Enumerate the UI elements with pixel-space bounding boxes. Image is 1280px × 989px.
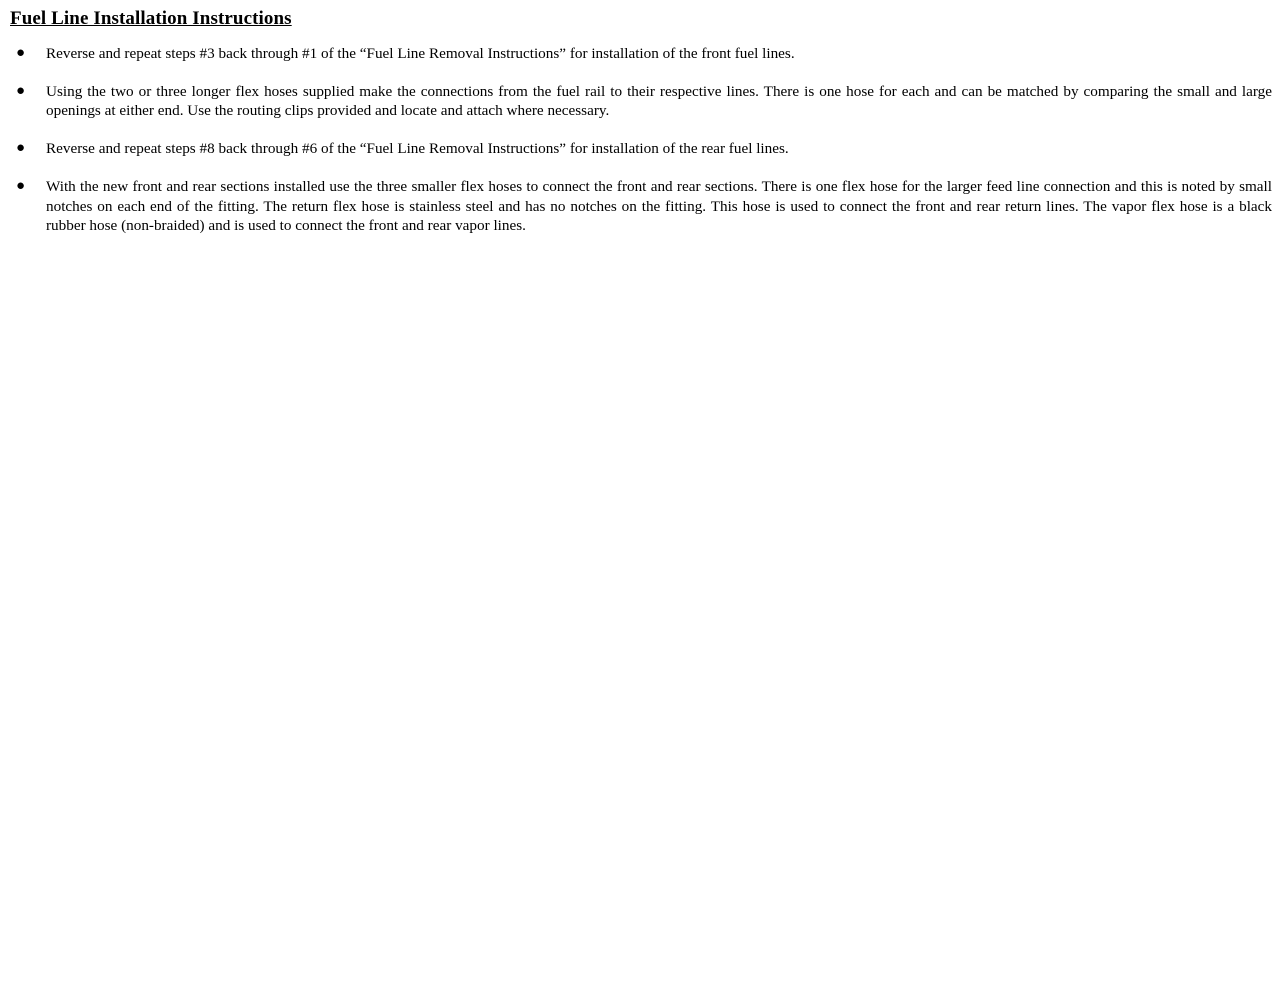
list-item bbox=[10, 139, 1274, 159]
instruction-list bbox=[10, 44, 1274, 236]
list-item-text: With the new front and rear sections installed use the three smaller flex hoses to connect the front and rear sections. There is one flex hose for the larger feed line connection and this is noted by small notches on each end of the fitting. The return flex hose is stainless steel and has no notches on the fitting. This hose is used to connect the front and rear return lines. The vapor flex hose is a black rubber hose (non-braided) and is used to connect the front and rear vapor lines. bbox=[46, 177, 1272, 235]
list-item-text: Reverse and repeat steps #3 back through #1 of the “Fuel Line Removal Instructions” for installation of the front fuel lines. bbox=[46, 44, 795, 62]
bullet-icon: ● bbox=[16, 177, 26, 194]
list-item bbox=[10, 44, 1274, 64]
page-title: Fuel Line Installation Instructions bbox=[10, 8, 292, 29]
bullet-icon: ● bbox=[16, 82, 26, 99]
list-item bbox=[10, 82, 1274, 122]
bullet-icon: ● bbox=[16, 44, 26, 61]
list-item bbox=[10, 177, 1274, 236]
list-item-text: Using the two or three longer flex hoses supplied make the connections from the fuel rail to their respective lines. There is one hose for each and can be matched by comparing the small and large openings at either end. Use the routing clips provided and locate and attach where necessary. bbox=[46, 82, 1272, 120]
bullet-icon: ● bbox=[16, 140, 26, 157]
list-item-text: Reverse and repeat steps #8 back through #6 of the “Fuel Line Removal Instructions” for installation of the rear fuel lines. bbox=[46, 140, 789, 158]
